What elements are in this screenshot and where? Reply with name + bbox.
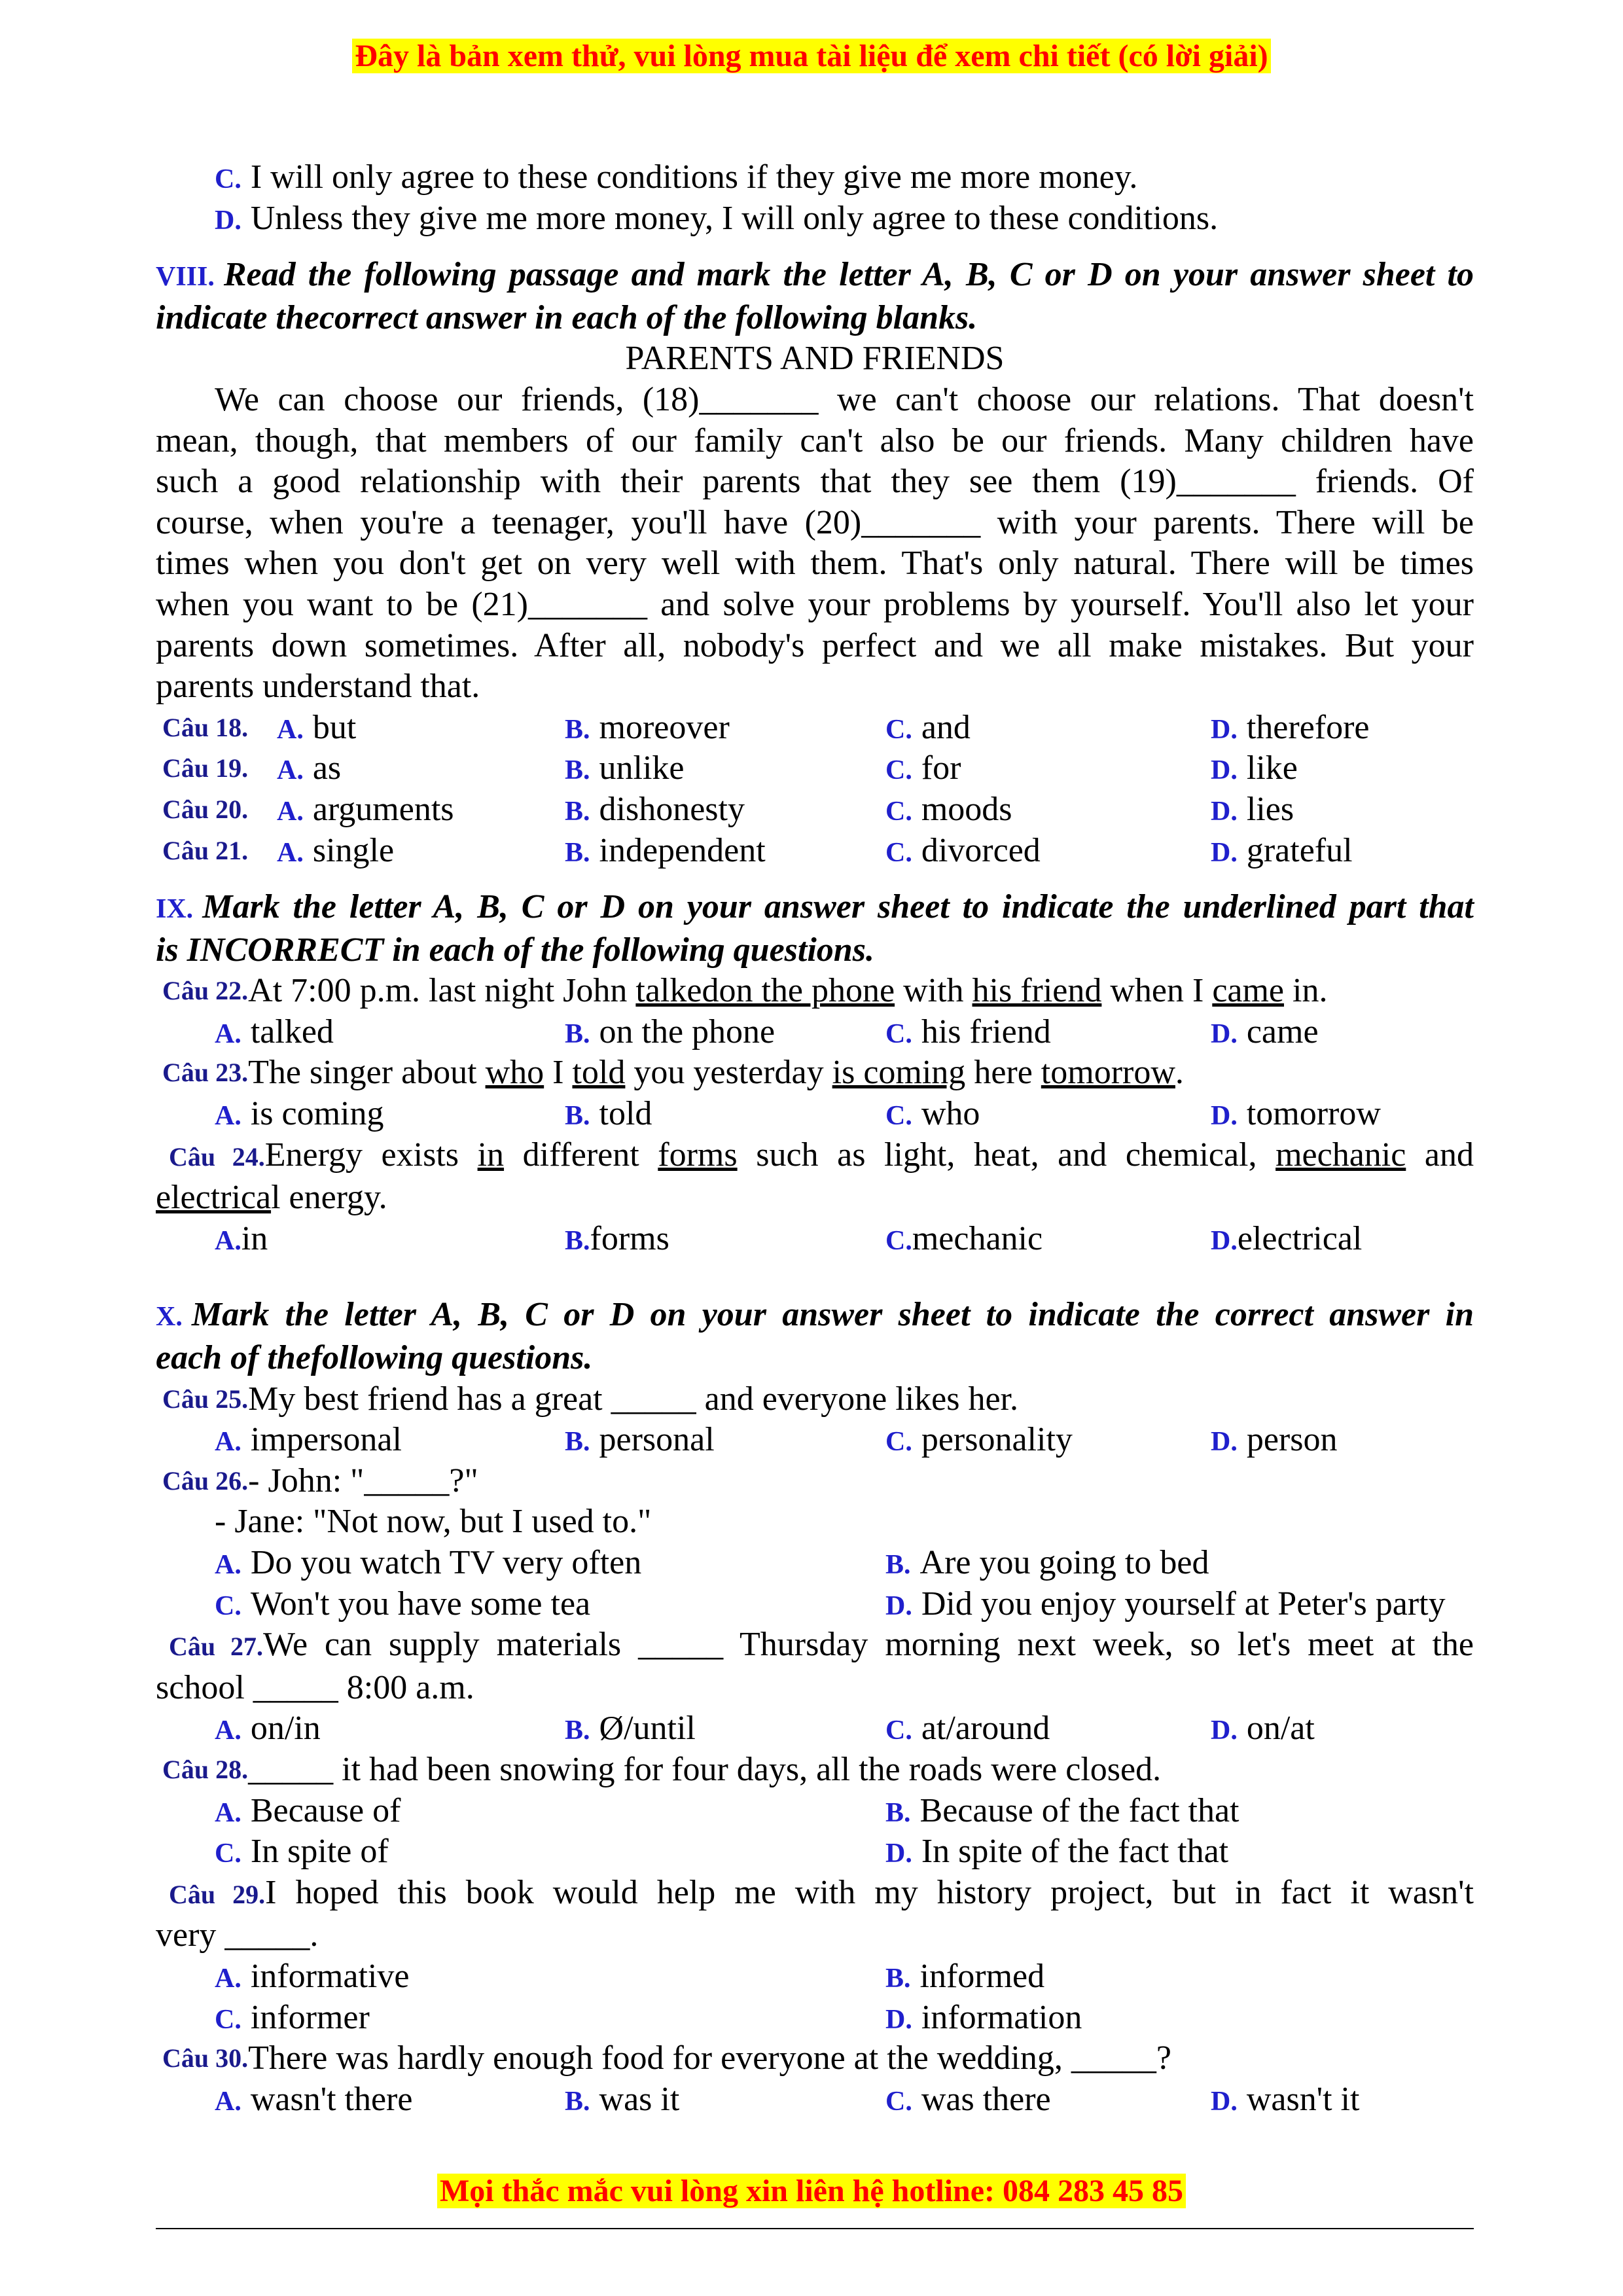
passage-line: when you want to be (21)_______ and solve your problems by yourself. You'll also let your <box>156 585 1474 623</box>
section-10-instruction-line1: X. Mark the letter A, B, C or D on your answer sheet to indicate the correct answer in <box>156 1296 1474 1334</box>
passage-title: PARENTS AND FRIENDS <box>625 340 1005 378</box>
hotline-footer-banner: Mọi thắc mắc vui lòng xin liên hệ hotline: 084 283 45 85 <box>0 2173 1623 2209</box>
question-27: Câu 27.We can supply materials _____ Thursday morning next week, so let's meet at the <box>169 1626 1474 1664</box>
section-9-instruction-line1: IX. Mark the letter A, B, C or D on your answer sheet to indicate the underlined part that <box>156 888 1474 926</box>
question-18: Câu 18. A. but B. moreover C. and D. therefore <box>162 708 1370 746</box>
passage-line: parents understand that. <box>156 668 480 706</box>
question-29-options-cd: C. informer D. information <box>215 1998 1082 2036</box>
question-26-options-ab: A. Do you watch TV very often B. Are you going to bed <box>215 1544 1209 1581</box>
question-24: Câu 24.Energy exists in different forms such as light, heat, and chemical, mechanic and <box>169 1136 1474 1174</box>
preview-notice-banner: Đây là bản xem thử, vui lòng mua tài liệu để xem chi tiết (có lời giải) <box>0 38 1623 74</box>
question-27-options: A. on/in B. Ø/until C. at/around D. on/at <box>215 1710 1315 1748</box>
question-25: Câu 25. My best friend has a great _____ and everyone likes her. <box>162 1380 1018 1418</box>
question-28-options-cd: C. In spite of D. In spite of the fact that <box>215 1833 1229 1871</box>
prev-option-d: D. Unless they give me more money, I will only agree to these conditions. <box>215 199 1219 237</box>
passage-line: parents down sometimes. After all, nobody's perfect and we all make mistakes. But your <box>156 626 1474 664</box>
passage-line: times when you don't get on very well with them. That's only natural. There will be times <box>156 545 1474 583</box>
question-23-options: A. is coming B. told C. who D. tomorrow <box>215 1095 1381 1133</box>
question-26-options-cd: C. Won't you have some tea D. Did you enjoy yourself at Peter's party <box>215 1585 1446 1623</box>
question-20: Câu 20. A. arguments B. dishonesty C. moods D. lies <box>162 790 1294 828</box>
question-29-options-ab: A. informative B. informed <box>215 1957 1045 1995</box>
question-30-options: A. wasn't there B. was it C. was there D. wasn't it <box>215 2080 1360 2118</box>
footer-divider <box>156 2228 1474 2229</box>
passage-line: such a good relationship with their parents that they see them (19)_______ friends. Of <box>156 463 1474 501</box>
passage-line: mean, though, that members of our family can't also be our friends. Many children have <box>156 422 1474 459</box>
question-26: Câu 26. - John: "_____?" <box>162 1462 478 1499</box>
question-22-options: A. talked B. on the phone C. his friend D. came <box>215 1013 1319 1050</box>
question-25-options: A. impersonal B. personal C. personality D. person <box>215 1421 1338 1459</box>
worksheet-content <box>156 157 1474 2120</box>
question-28: Câu 28. _____ it had been snowing for four days, all the roads were closed. <box>162 1750 1162 1788</box>
section-9-instruction-line2: is INCORRECT in each of the following questions. <box>156 931 874 969</box>
prev-option-c: C. I will only agree to these conditions if they give me more money. <box>215 158 1138 196</box>
passage-line: course, when you're a teenager, you'll have (20)_______ with your parents. There will be <box>156 503 1474 541</box>
question-23: Câu 23. The singer about who I told you yesterday is coming here tomorrow . <box>162 1054 1184 1092</box>
question-27-cont: school _____ 8:00 a.m. <box>156 1668 474 1706</box>
question-29: Câu 29.I hoped this book would help me with my history project, but in fact it wasn't <box>169 1873 1474 1911</box>
question-22: Câu 22. At 7:00 p.m. last night John talkedon the phone with his friend when I came in. <box>162 972 1328 1010</box>
question-29-cont: very _____. <box>156 1916 319 1954</box>
question-28-options-ab: A. Because of B. Because of the fact that <box>215 1791 1240 1829</box>
section-10-instruction-line2: each of thefollowing questions. <box>156 1339 593 1377</box>
question-24-cont: electrical energy. <box>156 1179 387 1217</box>
section-8-instruction-line2: indicate thecorrect answer in each of the following blanks. <box>156 298 978 336</box>
question-24-options: A.in B.forms C.mechanic D.electrical <box>215 1219 1363 1257</box>
question-21: Câu 21. A. single B. independent C. divorced D. grateful <box>162 831 1353 869</box>
question-26-line2: - Jane: "Not now, but I used to." <box>215 1503 652 1541</box>
passage-line: We can choose our friends, (18)_______ we can't choose our relations. That doesn't <box>215 380 1474 418</box>
section-8-instruction-line1: VIII. Read the following passage and mark the letter A, B, C or D on your answer sheet to <box>156 256 1474 294</box>
question-30: Câu 30. There was hardly enough food for everyone at the wedding, _____? <box>162 2039 1171 2077</box>
question-19: Câu 19. A. as B. unlike C. for D. like <box>162 749 1298 787</box>
